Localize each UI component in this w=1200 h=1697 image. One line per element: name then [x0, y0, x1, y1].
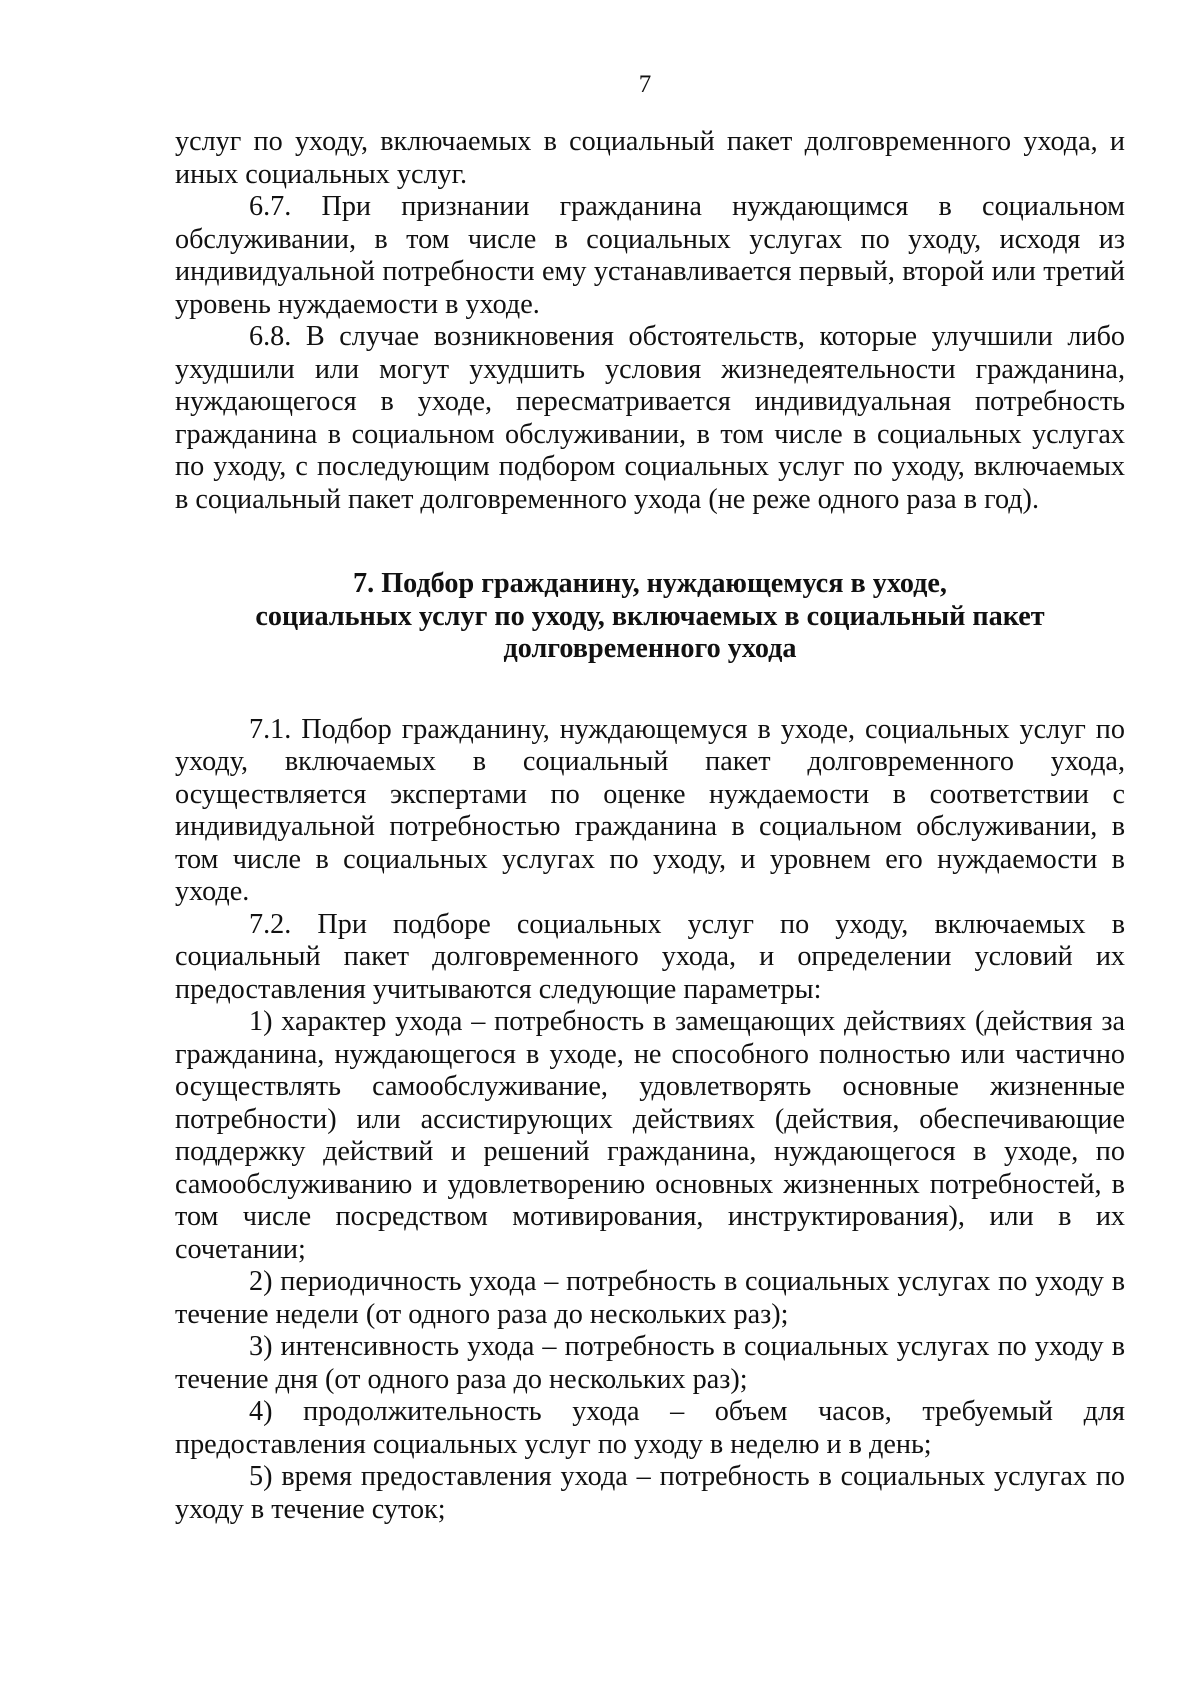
list-item-3: 3) интенсивность ухода – потребность в социальных услугах по уходу в течение дня (от одного раза до нескольких раз); [175, 1331, 1125, 1395]
heading-line-2: социальных услуг по уходу, включаемых в социальный пакет [255, 600, 1045, 632]
list-item-1: 1) характер ухода – потребность в замещающих действиях (действия за гражданина, нуждающегося в уходе, не способного полностью или частично осуществлять самообслуживание, удовлетворять основные жизненные потребности) или ассистирующих действиях (действия, обеспечивающие поддержку действий и решений гражданина, нуждающегося в уходе, по самообслуживанию и удовлетворению основных жизненных потребностей, в том числе посредством мотивирования, инструктирования), или в их сочетании; [175, 1006, 1125, 1265]
page-number: 7 [638, 71, 652, 98]
paragraph-continuation: услуг по уходу, включаемых в социальный пакет долговременного ухода, и иных социальных услуг. [175, 126, 1125, 190]
list-item-2: 2) периодичность ухода – потребность в социальных услугах по уходу в течение недели (от одного раза до нескольких раз); [175, 1266, 1125, 1330]
list-item-4: 4) продолжительность ухода – объем часов, требуемый для предоставления социальных услуг по уходу в неделю и в день; [175, 1396, 1125, 1460]
paragraph-7-1: 7.1. Подбор гражданину, нуждающемуся в уходе, социальных услуг по уходу, включаемых в социальный пакет долговременного ухода, осуществляется экспертами по оценке нуждаемости в соответствии с индивидуальной потребностью гражданина в социальном обслуживании, в том числе в социальных услугах по уходу, и уровнем его нуждаемости в уходе. [175, 713, 1125, 907]
paragraph-6-8: 6.8. В случае возникновения обстоятельств, которые улучшили либо ухудшили или могут ухудшить условия жизнедеятельности гражданина, нуждающегося в уходе, пересматривается индивидуальная потребность гражданина в социальном обслуживании, в том числе в социальных услугах по уходу, с последующим подбором социальных услуг по уходу, включаемых в социальный пакет долговременного ухода (не реже одного раза в год). [175, 321, 1125, 515]
heading-line-3: долговременного ухода [503, 633, 797, 664]
list-item-5: 5) время предоставления ухода – потребность в социальных услугах по уходу в течение суток; [175, 1461, 1125, 1525]
section-heading [175, 568, 1125, 666]
heading-line-1: 7. Подбор гражданину, нуждающемуся в уходе, [353, 568, 947, 599]
paragraph-7-2: 7.2. При подборе социальных услуг по уходу, включаемых в социальный пакет долговременного ухода, и определении условий их предоставления учитываются следующие параметры: [175, 908, 1125, 1005]
document-body [175, 126, 1125, 1526]
paragraph-6-7: 6.7. При признании гражданина нуждающимся в социальном обслуживании, в том числе в социальных услугах по уходу, исходя из индивидуальной потребности ему устанавливается первый, второй или третий уровень нуждаемости в уходе. [175, 191, 1125, 320]
